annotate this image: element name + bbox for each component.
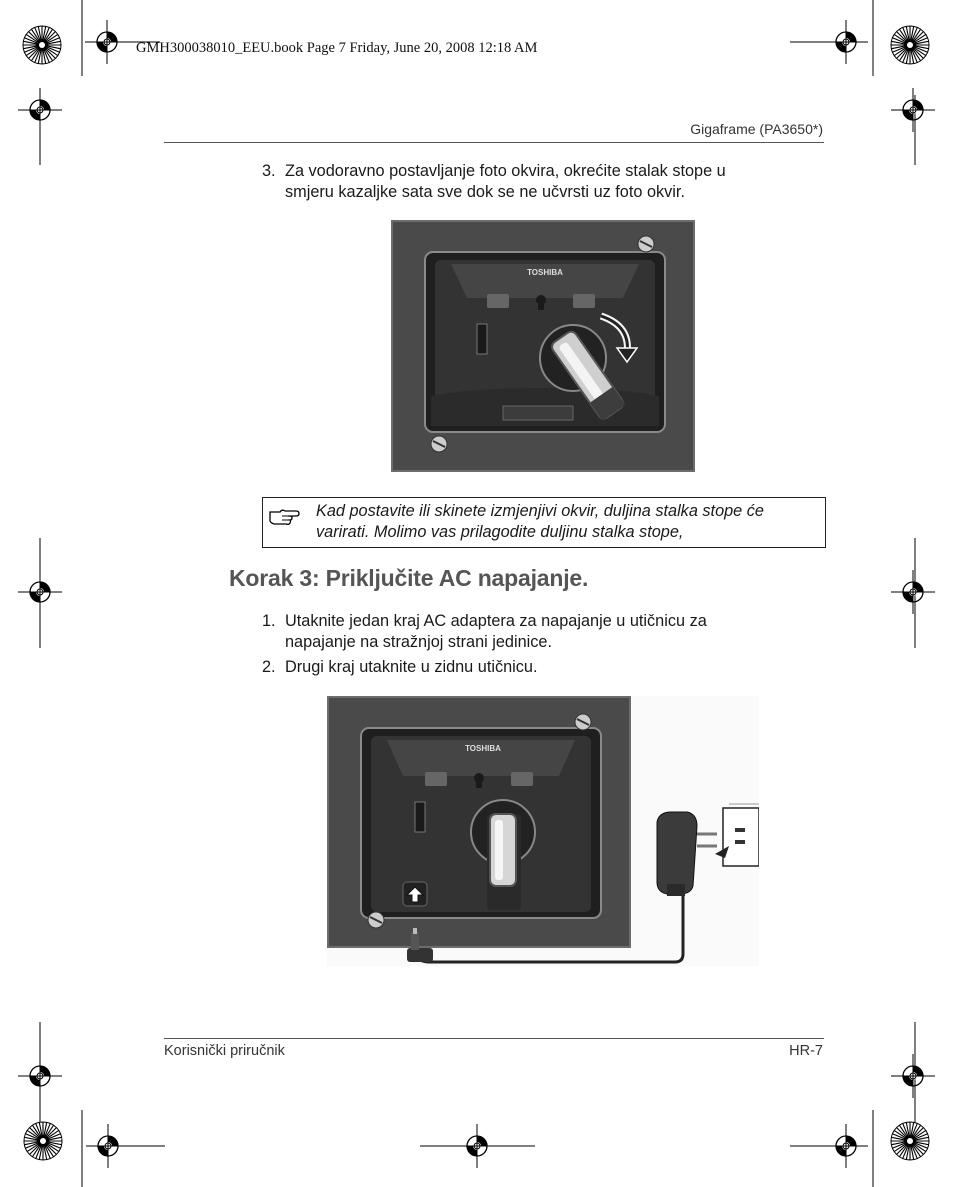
step-3 xyxy=(262,161,822,205)
running-header: Gigaframe (PA3650*) xyxy=(690,121,823,137)
step-text-line-2: napajanje na stražnjoj strani jedinice. xyxy=(285,633,552,651)
footer-rule xyxy=(164,1038,824,1039)
step-number: 2. xyxy=(262,658,276,676)
step-number: 3. xyxy=(262,162,276,180)
figure-ac-adapter xyxy=(327,696,759,966)
brand-label: TOSHIBA xyxy=(527,268,563,277)
print-slug-line: GMH300038010_EEU.book Page 7 Friday, June 20, 2008 12:18 AM xyxy=(136,40,538,56)
step-text-line-2: smjeru kazaljke sata sve dok se ne učvrsti uz foto okvir. xyxy=(285,183,685,201)
step-number: 1. xyxy=(262,612,276,630)
note-box xyxy=(262,497,826,548)
step-text-line-1: Za vodoravno postavljanje foto okvira, okrećite stalak stope u xyxy=(285,162,726,180)
figure-rotate-stand xyxy=(391,220,695,472)
footer-manual-name: Korisnički priručnik xyxy=(164,1043,285,1059)
pointing-hand-icon xyxy=(268,508,300,526)
step-2 xyxy=(262,657,822,679)
brand-label: TOSHIBA xyxy=(465,744,501,753)
step-text-line-1: Utaknite jedan kraj AC adaptera za napajanje u utičnicu za xyxy=(285,612,707,630)
step-text-line-1: Drugi kraj utaknite u zidnu utičnicu. xyxy=(285,658,538,676)
note-line-1: Kad postavite ili skinete izmjenjivi okvir, duljina stalka stope će xyxy=(316,502,764,520)
section-heading: Korak 3: Priključite AC napajanje. xyxy=(229,565,589,591)
note-line-2: varirati. Molimo vas prilagodite duljinu stalka stope, xyxy=(316,522,684,541)
header-rule xyxy=(164,142,824,143)
step-1 xyxy=(262,611,822,655)
footer-page-number: HR-7 xyxy=(789,1043,823,1059)
